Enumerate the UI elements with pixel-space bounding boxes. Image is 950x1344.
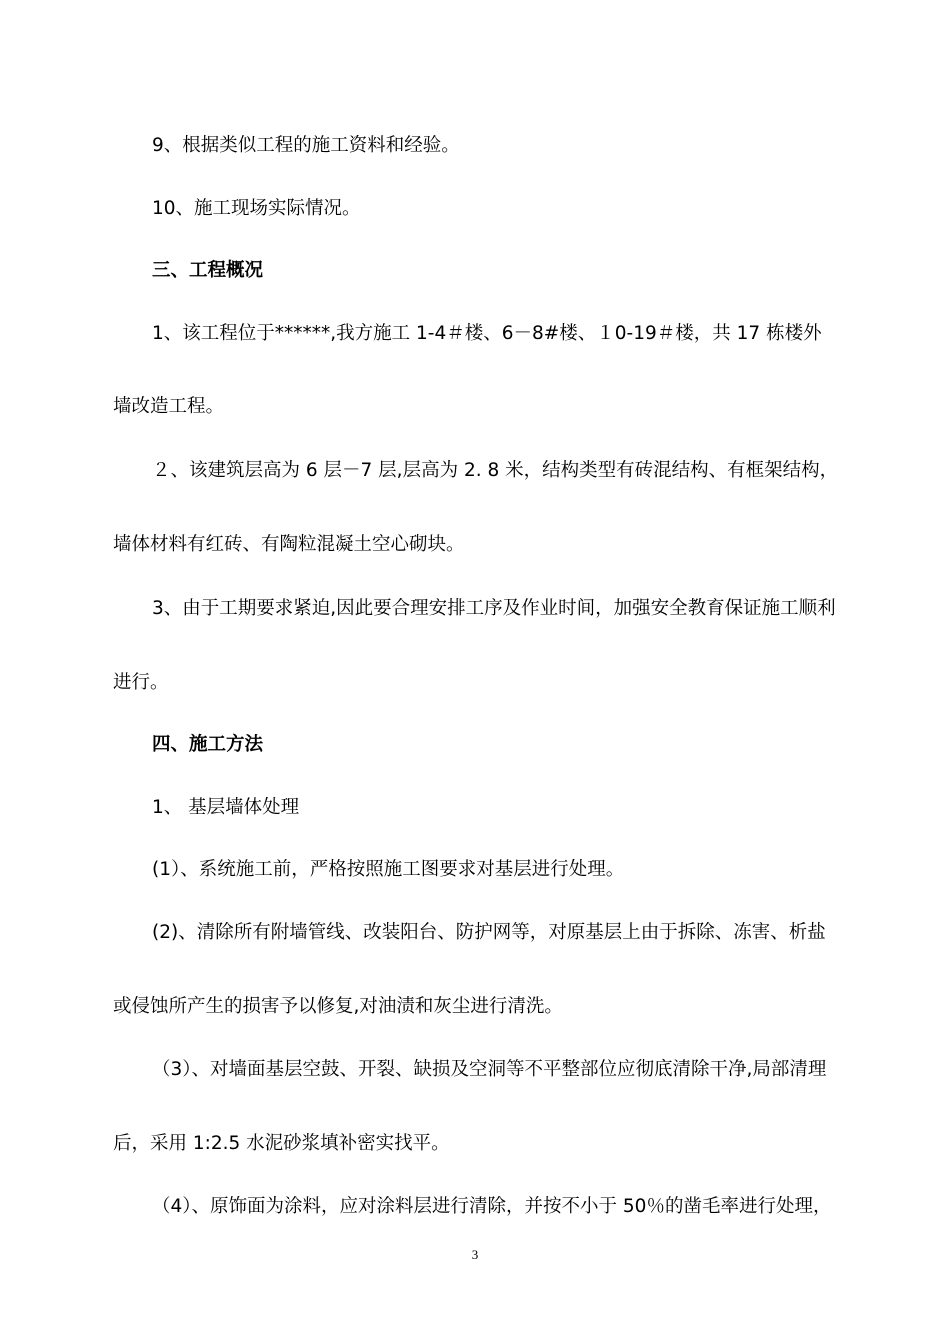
method-item-4: （4）、原饰面为涂料，应对涂料层进行清除，并按不小于 50％的凿毛率进行处理， — [152, 1196, 832, 1217]
basis-item-10: 10、施工现场实际情况。 — [152, 198, 361, 219]
overview-item-1-cont: 墙改造工程。 — [113, 396, 225, 417]
section-heading-construction-method: 四、施工方法 — [152, 734, 264, 755]
basis-item-9: 9、根据类似工程的施工资料和经验。 — [152, 135, 460, 156]
method-item-1: (1）、系统施工前，严格按照施工图要求对基层进行处理。 — [152, 859, 625, 880]
method-item-2: (2)、清除所有附墙管线、改装阳台、防护网等，对原基层上由于拆除、冻害、析盐 — [152, 922, 826, 943]
overview-item-2-cont: 墙体材料有红砖、有陶粒混凝土空心砌块。 — [113, 534, 465, 555]
page-number: 3 — [471, 1247, 479, 1262]
section-heading-project-overview: 三、工程概况 — [152, 260, 264, 281]
method-item-2-cont: 或侵蚀所产生的损害予以修复,对油渍和灰尘进行清洗。 — [113, 996, 563, 1017]
overview-item-2: ２、该建筑层高为 6 层－7 层,层高为 2. 8 米，结构类型有砖混结构、有框架结构， — [152, 460, 839, 481]
method-item-3-cont: 后，采用 1:2.5 水泥砂浆填补密实找平。 — [113, 1133, 450, 1154]
overview-item-3-cont: 进行。 — [113, 672, 169, 693]
overview-item-1: 1、该工程位于******,我方施工 1-4＃楼、6－8#楼、１0-19＃楼，共 17 栋楼外 — [152, 323, 822, 344]
method-item-3: （3）、对墙面基层空鼓、开裂、缺损及空洞等不平整部位应彻底清除干净,局部清理 — [152, 1059, 827, 1080]
overview-item-3: 3、由于工期要求紧迫,因此要合理安排工序及作业时间，加强安全教育保证施工顺利 — [152, 598, 836, 619]
method-subheading-1: 1、 基层墙体处理 — [152, 797, 300, 818]
